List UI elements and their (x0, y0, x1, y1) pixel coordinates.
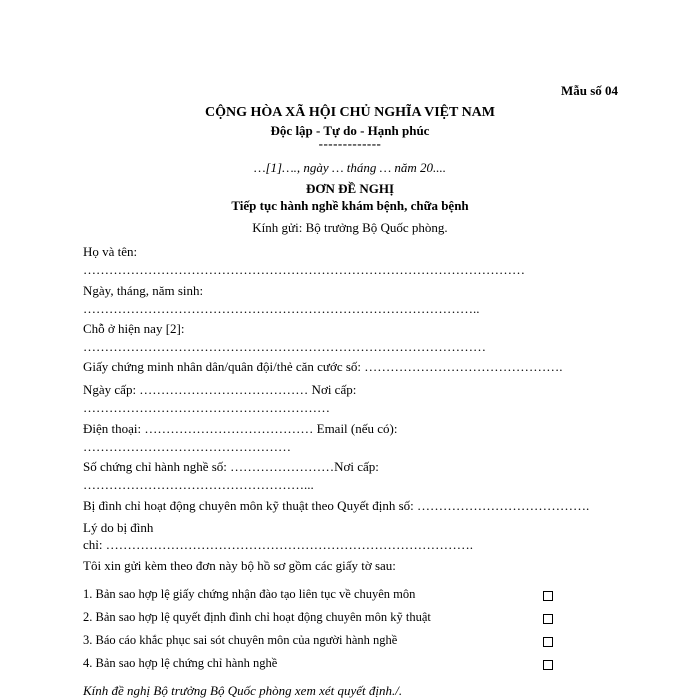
suspension-reason-label: Lý do bị đình (83, 520, 154, 535)
phone-email-line: Điện thoại: ………………………………… Email (nếu có): (83, 421, 398, 436)
issue-date-line: Ngày cấp: ………………………………… Nơi cấp: (83, 382, 357, 397)
certificate-place-fill-line: ……………………………………………... (83, 477, 314, 492)
birth-date-fill-line: ……………………………………………………………………………….. (83, 301, 480, 316)
attachment-checkbox[interactable] (543, 614, 553, 624)
document-title: ĐƠN ĐỀ NGHỊ (305, 181, 395, 196)
birth-date-label: Ngày, tháng, năm sinh: (83, 283, 204, 298)
residence-fill-line: ………………………………………………………………………………… (83, 339, 486, 354)
full-name-label: Họ và tên: (83, 244, 138, 259)
attachment-checkbox[interactable] (543, 660, 553, 670)
issue-place-fill-line: ………………………………………………… (83, 400, 330, 415)
document-subtitle: Tiếp tục hành nghề khám bệnh, chữa bệnh (231, 198, 469, 213)
form-number: Mẫu số 04 (560, 83, 618, 98)
addressee-line: Kính gửi: Bộ trưởng Bộ Quốc phòng. (252, 220, 448, 235)
attachments-checklist (83, 587, 563, 671)
closing-request: Kính đề nghị Bộ trưởng Bộ Quốc phòng xem xét quyết định./. (83, 683, 403, 698)
place-date-line: …[1]…., ngày … tháng … năm 20.... (253, 160, 447, 175)
attachment-label: 4. Bản sao hợp lệ chứng chỉ hành nghề (83, 656, 278, 670)
suspension-decision-line: Bị đình chỉ hoạt động chuyên môn kỹ thuật theo Quyết định số: …………………………………. (83, 498, 590, 513)
email-fill-line: ………………………………………… (83, 439, 291, 454)
id-card-line: Giấy chứng minh nhân dân/quân đội/thẻ căn cước số: ………………………………………. (83, 359, 563, 374)
attachment-label: 3. Báo cáo khắc phục sai sót chuyên môn của người hành nghề (83, 633, 398, 647)
national-motto: Độc lập - Tự do - Hạnh phúc (270, 123, 430, 138)
full-name-fill-line: ………………………………………………………………………………………… (83, 262, 525, 277)
attachment-checkbox[interactable] (543, 591, 553, 601)
residence-label: Chỗ ở hiện nay [2]: (83, 321, 185, 336)
header-divider: ------------- (318, 136, 382, 151)
attachment-label: 2. Bản sao hợp lệ quyết định đình chỉ hoạt động chuyên môn kỹ thuật (83, 610, 431, 624)
attachment-checkbox[interactable] (543, 637, 553, 647)
attachments-intro: Tôi xin gửi kèm theo đơn này bộ hồ sơ gồm các giấy tờ sau: (83, 558, 396, 573)
attachment-label: 1. Bản sao hợp lệ giấy chứng nhận đào tạo liên tục về chuyên môn (83, 587, 416, 601)
certificate-number-line: Số chứng chỉ hành nghề số: ……………………Nơi cấp: (83, 459, 379, 474)
nation-heading: CỘNG HÒA XÃ HỘI CHỦ NGHĨA VIỆT NAM (204, 105, 495, 120)
suspension-reason-fill-line: chỉ: …………………………………………………………………………. (83, 537, 473, 552)
